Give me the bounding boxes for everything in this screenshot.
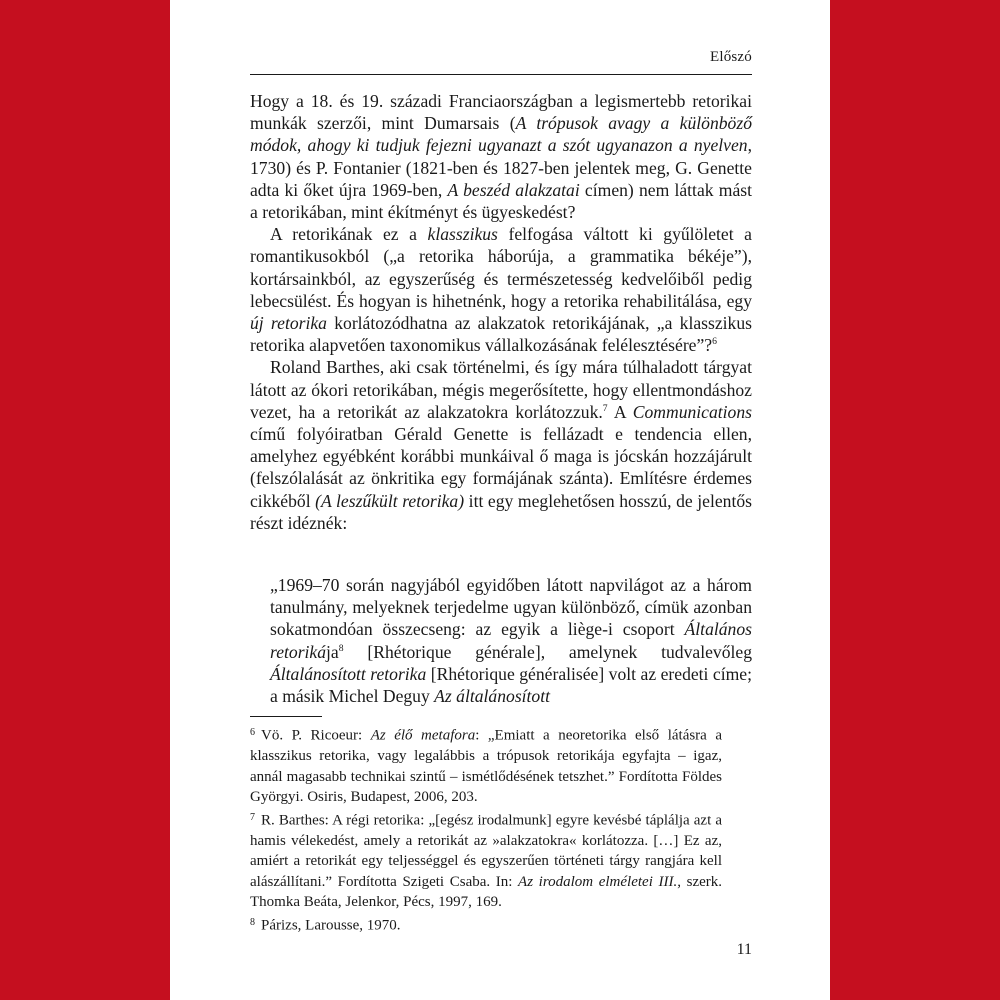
text-run: [Rhétorique généralisée] volt az eredeti címe; a másik Michel Deguy	[270, 663, 752, 707]
text-run: Vö. P. Ricoeur:	[261, 727, 371, 744]
footnote-text	[250, 728, 722, 806]
footnote-text	[250, 812, 722, 910]
text-run: Az élő metafora	[370, 727, 476, 744]
footnote-ref: 6	[712, 336, 717, 348]
footnote-text	[261, 917, 401, 933]
text-run: R. Barthes: A régi retorika: „[egész irodalmunk] egyre kevésbé táplálja azt a hamis vélekedést, amely a retorikát az »alakzatokra« korlátozza. […] Ez az, amiért a retorikát egy teljességgel és egyszerűen történeti tárgy rangjára kell alászállítani.” Fordította Szigeti Csaba. In:	[250, 812, 722, 890]
text-run: (A leszűkült retorika)	[315, 490, 465, 511]
footnote	[250, 723, 722, 808]
footnote-ref: 8	[338, 642, 344, 654]
running-head: Előszó	[709, 49, 752, 65]
footnote-number: 7	[250, 811, 255, 823]
text-run: A trópusok avagy a különböző módok, ahogy ki tudjuk fejezni ugyanazt a szót ugyanazon a nyelven	[250, 113, 752, 156]
text-run: A retorikának ez a	[270, 224, 428, 245]
footnote	[250, 808, 722, 913]
text-run: Általánosított retorika	[270, 663, 427, 684]
text-run: című folyóiratban Gérald Genette is fellázadt e tendencia ellen, amelyhez egyébként korábbi munkáival ő maga is jócskán hozzájárult (felszólalását az önkritika egy formájának szánta). Említésre érdemes cikkéből	[250, 424, 752, 511]
text-run: [Rhétorique générale], amelynek tudvalevőleg	[343, 641, 752, 662]
text-run: klasszikus	[427, 224, 498, 245]
text-run: ja	[326, 641, 339, 662]
text-run: , 1730) és P. Fontanier (1821-ben és 1827-ben jelentek meg, G. Genette adta ki őket újra 1969-ben,	[250, 135, 752, 200]
text-run: Communications	[632, 401, 752, 422]
book-page	[170, 0, 830, 1000]
footnotes	[250, 723, 722, 936]
text-run: Általános retoriká	[270, 619, 752, 662]
text-run: „1969–70 során nagyjából egyidőben látott napvilágot az a három tanulmány, melyeknek terjedelme ugyan különböző, címük azonban sokatmondóan összecseng: az egyik a liège-i csoport	[270, 575, 752, 640]
text-run: , szerk. Thomka Beáta, Jelenkor, Pécs, 1997, 169.	[250, 873, 723, 910]
main-text	[250, 90, 752, 534]
header-rule	[250, 74, 752, 75]
block-quote	[270, 574, 752, 707]
footnote	[250, 913, 722, 936]
footnote-number: 8	[250, 916, 255, 928]
text-run: Párizs, Larousse, 1970.	[261, 917, 401, 933]
text-run: : „Emiatt a neoretorika első látásra a klasszikus retorika, vagy legalábbis a trópusok retorikája egyfajta – igaz, annál magasabb technikai szintű – ismétlődésének tetszhet.” Fordította Földes Györgyi. Osiris, Budapest, 2006, 203.	[250, 727, 723, 805]
paragraph	[250, 90, 752, 223]
text-run: A beszéd alakzatai	[447, 179, 580, 200]
paragraph	[250, 223, 752, 356]
page-number: 11	[736, 941, 752, 958]
text-run: Hogy a 18. és 19. századi Franciaországban a legismertebb retorikai munkák szerzői, mint Dumarsais (	[250, 91, 752, 134]
text-run: címen) nem láttak mást a retorikában, mint ékítményt és ügyeskedést?	[250, 179, 752, 223]
text-run: itt egy meglehetősen hosszú, de jelentős részt idéznék:	[250, 490, 753, 533]
text-run: Az általánosított	[434, 686, 551, 707]
paragraph	[250, 356, 752, 534]
text-run: felfogása váltott ki gyűlöletet a romantikusokból („a retorika háborúja, a grammatika békéje”), kortársainkból, az egyszerűség és természetesség kedvelőiből pedig lebecsülést. És hogyan is hihetnénk, hogy a retorika rehabilitálása, egy	[250, 224, 752, 311]
quote-text	[270, 574, 752, 707]
text-run: Az irodalom elméletei III.	[518, 873, 678, 890]
text-run: új retorika	[250, 313, 327, 334]
footnote-number: 6	[250, 727, 255, 738]
footnote-ref: 7	[602, 403, 608, 415]
footnote-rule	[250, 716, 322, 717]
text-run: Roland Barthes, aki csak történelmi, és így mára túlhaladott tárgyat látott az ókori retorikában, mégis megerősítette, hogy ellentmondáshoz vezet, ha a retorikát az alakzatokra korlátozzuk.	[250, 357, 752, 422]
text-run: A	[607, 401, 633, 422]
text-run: korlátozódhatna az alakzatok retorikájának, „a klasszikus retorika alapvetően taxonomikus vállalkozásának felélesztésére”?	[250, 313, 752, 356]
